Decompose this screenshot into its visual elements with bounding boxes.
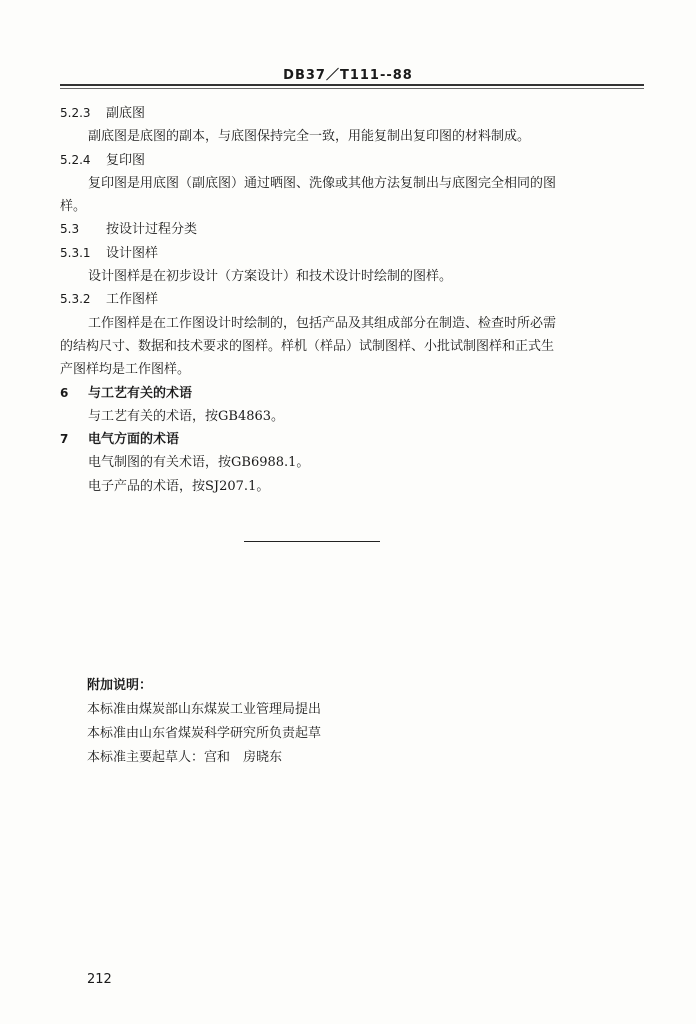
paragraph: 工作图样是在工作图设计时绘制的，包括产品及其组成部分在制造、检查时所必需 bbox=[88, 315, 557, 331]
paragraph-continuation: 样。 bbox=[60, 199, 87, 215]
section-title: 按设计过程分类 bbox=[106, 222, 198, 238]
section-number: 5.2.3 bbox=[60, 106, 91, 120]
paragraph: 副底图是底图的副本，与底图保持完全一致，用能复制出复印图的材料制成。 bbox=[88, 129, 531, 145]
end-rule bbox=[244, 541, 380, 542]
document-body bbox=[60, 102, 650, 498]
header-rule-thin bbox=[60, 88, 644, 89]
paragraph: 电气制图的有关术语，按GB6988.1。 bbox=[88, 455, 310, 471]
section-heading bbox=[60, 149, 650, 172]
header-rule bbox=[60, 84, 644, 86]
section-heading bbox=[60, 382, 650, 405]
section-title: 设计图样 bbox=[106, 245, 159, 261]
standard-code-header: DB37／T111--88 bbox=[283, 68, 413, 83]
section-title: 副底图 bbox=[106, 106, 146, 121]
section-number: 5.2.4 bbox=[60, 152, 91, 167]
notes-line: 本标准主要起草人：宫和 房晓东 bbox=[87, 750, 283, 765]
section-heading bbox=[60, 102, 650, 125]
paragraph: 设计图样是在初步设计（方案设计）和技术设计时绘制的图样。 bbox=[88, 269, 453, 285]
section-title: 与工艺有关的术语 bbox=[88, 385, 193, 401]
notes-line: 本标准由山东省煤炭科学研究所负责起草 bbox=[87, 726, 322, 741]
paragraph: 复印图是用底图（副底图）通过晒图、洗像或其他方法复制出与底图完全相同的图 bbox=[88, 175, 557, 191]
section-heading bbox=[60, 288, 650, 311]
section-title: 复印图 bbox=[106, 152, 146, 168]
section-number: 6 bbox=[60, 385, 69, 400]
section-heading bbox=[60, 428, 650, 451]
section-title: 电气方面的术语 bbox=[88, 432, 180, 448]
page-number: 212 bbox=[87, 972, 112, 987]
paragraph: 与工艺有关的术语，按GB4863。 bbox=[88, 408, 285, 424]
section-heading bbox=[60, 242, 650, 265]
section-title: 工作图样 bbox=[106, 292, 159, 308]
paragraph-continuation: 产图样均是工作图样。 bbox=[60, 362, 191, 378]
paragraph-continuation: 的结构尺寸、数据和技术要求的图样。样机（样品）试制图样、小批试制图样和正式生 bbox=[60, 338, 555, 354]
additional-notes bbox=[87, 674, 487, 770]
notes-line: 本标准由煤炭部山东煤炭工业管理局提出 bbox=[87, 702, 322, 717]
paragraph: 电子产品的术语，按SJ207.1。 bbox=[88, 478, 270, 494]
section-heading bbox=[60, 218, 650, 241]
section-number: 5.3.2 bbox=[60, 292, 91, 307]
section-number: 5.3.1 bbox=[60, 245, 91, 260]
section-number: 7 bbox=[60, 432, 69, 447]
notes-title: 附加说明： bbox=[87, 678, 153, 693]
section-number: 5.3 bbox=[60, 222, 80, 237]
